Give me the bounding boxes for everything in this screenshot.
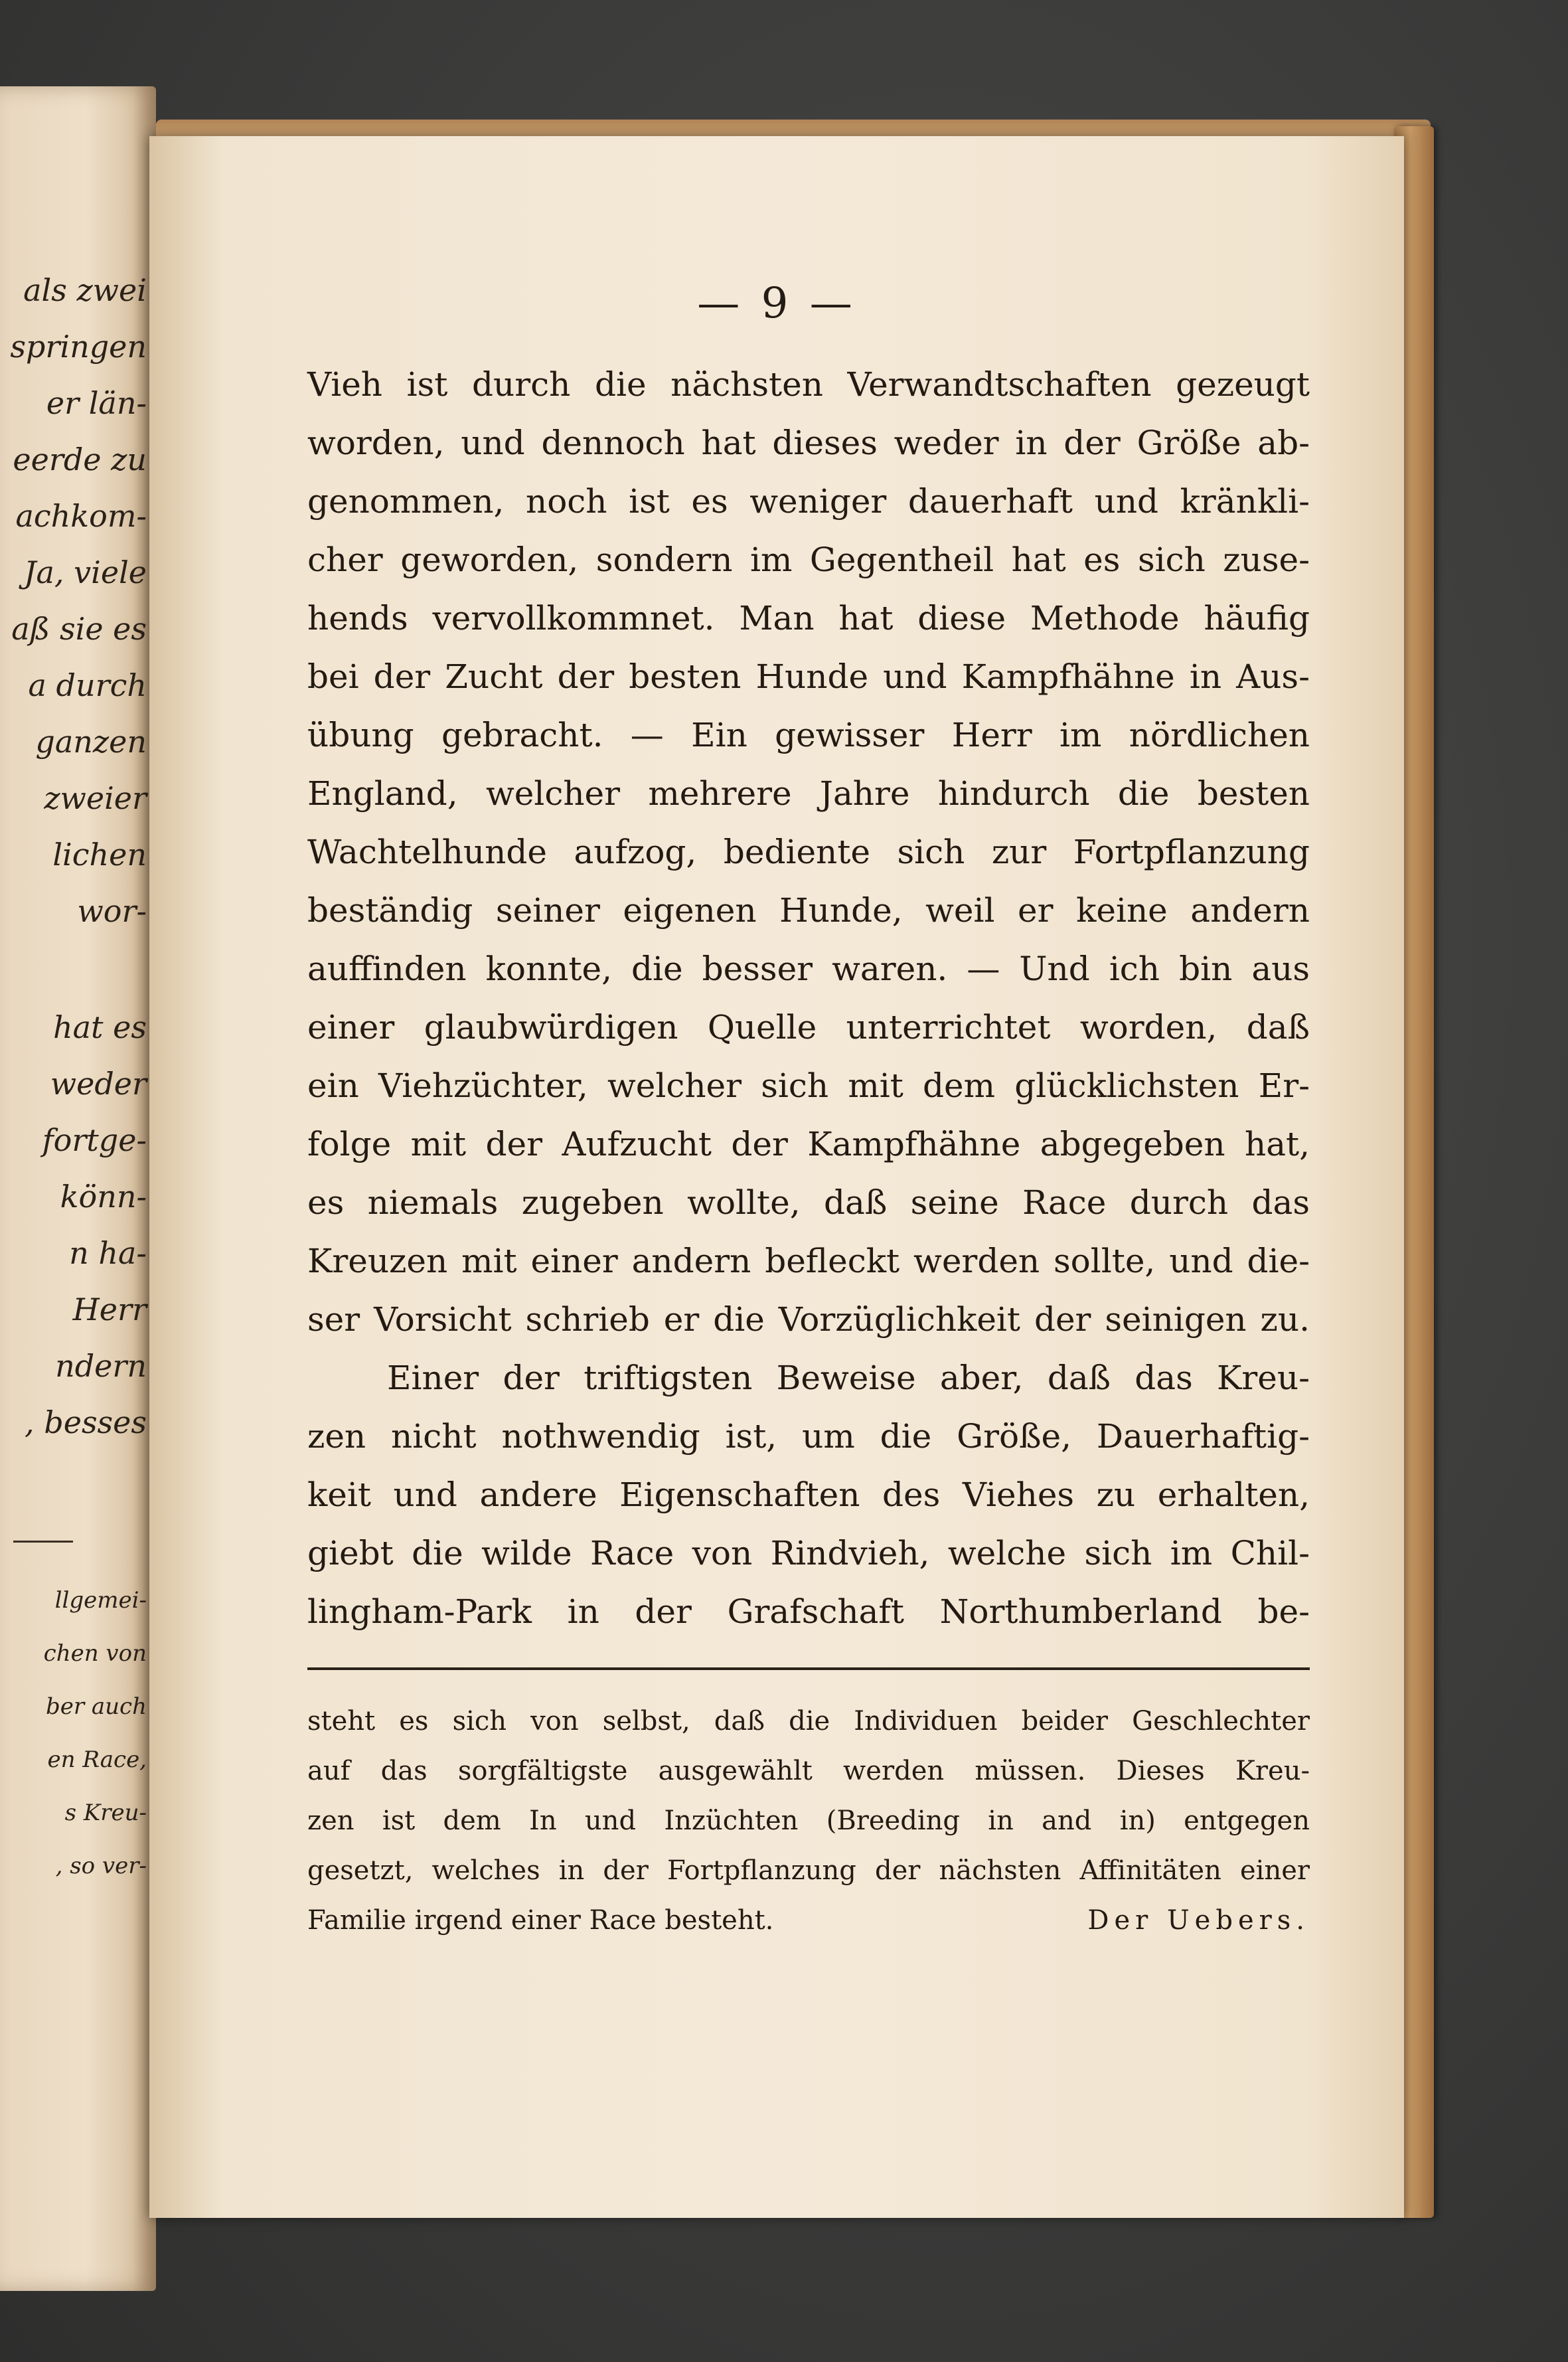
- left-page-line: könn-: [60, 1179, 147, 1215]
- text-line: England, welcher mehrere Jahre hindurch die besten: [307, 774, 1310, 813]
- left-page-line: n ha-: [69, 1235, 147, 1271]
- left-page-line: springen: [10, 329, 147, 365]
- left-page-line: a durch: [28, 667, 147, 703]
- left-page-line: Herr: [72, 1292, 147, 1327]
- text-line: zen nicht nothwendig ist, um die Größe, Dauerhaftig-: [307, 1417, 1310, 1456]
- left-page-line: hat es: [53, 1009, 147, 1045]
- text-line: es niemals zugeben wollte, daß seine Race durch das: [307, 1183, 1310, 1222]
- left-page-line: zweier: [44, 780, 147, 816]
- left-page-footnote-line: llgemei-: [54, 1587, 147, 1614]
- translator-signature: Der Uebers.: [1087, 1905, 1310, 1936]
- footnote-line: auf das sorgfältigste ausgewählt werden müssen. Dieses Kreu-: [307, 1756, 1310, 1786]
- left-page-line: wor-: [77, 893, 147, 929]
- left-page-line: aß sie es: [11, 611, 147, 647]
- left-page-line: er län-: [46, 385, 147, 421]
- left-page-footnote-line: ber auch: [45, 1693, 147, 1720]
- body-text: [307, 355, 1310, 1641]
- text-line: auffinden konnte, die besser waren. — Und ich bin aus: [307, 950, 1310, 988]
- left-page-footnote-line: chen von: [43, 1640, 147, 1667]
- text-line: Vieh ist durch die nächsten Verwandtschaften gezeugt: [307, 365, 1310, 404]
- left-page-line: ndern: [55, 1348, 147, 1384]
- left-facing-page: [0, 86, 156, 2291]
- footnote-last-line: [307, 1896, 1310, 1946]
- left-page-line: Ja, viele: [24, 554, 147, 590]
- left-page-footnote-line: s Kreu-: [64, 1800, 147, 1826]
- text-line: cher geworden, sondern im Gegentheil hat es sich zuse-: [307, 541, 1310, 579]
- text-line: giebt die wilde Race von Rindvieh, welche sich im Chil-: [307, 1534, 1310, 1572]
- footnote-line: steht es sich von selbst, daß die Individuen beider Geschlechter: [307, 1706, 1310, 1736]
- left-page-footnote-line: , so ver-: [55, 1853, 147, 1879]
- text-line: lingham-Park in der Grafschaft Northumberland be-: [307, 1592, 1310, 1631]
- left-page-line: ganzen: [35, 724, 147, 760]
- text-line: übung gebracht. — Ein gewisser Herr im nördlichen: [307, 716, 1310, 754]
- footnote-divider: [307, 1667, 1310, 1670]
- text-line: beständig seiner eigenen Hunde, weil er keine andern: [307, 891, 1310, 930]
- text-line: hends vervollkommnet. Man hat diese Methode häufig: [307, 599, 1310, 637]
- text-line: ein Viehzüchter, welcher sich mit dem glücklichsten Er-: [307, 1066, 1310, 1105]
- left-page-line: eerde zu: [13, 442, 147, 477]
- text-line: folge mit der Aufzucht der Kampfhähne abgegeben hat,: [307, 1125, 1310, 1163]
- text-line: einer glaubwürdigen Quelle unterrichtet worden, daß: [307, 1008, 1310, 1047]
- left-page-line: , besses: [25, 1404, 147, 1440]
- text-line: worden, und dennoch hat dieses weder in der Größe ab-: [307, 424, 1310, 462]
- left-page-line: weder: [50, 1066, 147, 1102]
- text-line: bei der Zucht der besten Hunde und Kampfhähne in Aus-: [307, 657, 1310, 696]
- text-line: keit und andere Eigenschaften des Viehes zu erhalten,: [307, 1476, 1310, 1514]
- text-line: Kreuzen mit einer andern befleckt werden sollte, und die-: [307, 1242, 1310, 1280]
- text-line: genommen, noch ist es weniger dauerhaft und kränkli-: [307, 482, 1310, 521]
- left-page-line: lichen: [52, 837, 147, 873]
- page-number: — 9 —: [697, 279, 856, 328]
- left-page-line: als zwei: [23, 272, 147, 308]
- main-page: [149, 136, 1404, 2218]
- text-line: Wachtelhunde aufzog, bediente sich zur Fortpflanzung: [307, 833, 1310, 871]
- footnote-line: zen ist dem In und Inzüchten (Breeding in and in) entgegen: [307, 1806, 1310, 1836]
- left-page-line: fortge-: [42, 1122, 147, 1158]
- left-page-footnote-divider: [13, 1541, 73, 1543]
- text-line: ser Vorsicht schrieb er die Vorzüglichkeit der seinigen zu.: [307, 1300, 1310, 1339]
- footnote: [307, 1697, 1310, 1946]
- footnote-line: gesetzt, welches in der Fortpflanzung der nächsten Affinitäten einer: [307, 1855, 1310, 1886]
- left-page-line: achkom-: [15, 498, 147, 534]
- footnote-text: Familie irgend einer Race besteht.: [307, 1905, 774, 1936]
- paragraph-first-line: Einer der triftigsten Beweise aber, daß das Kreu-: [387, 1359, 1310, 1397]
- left-page-footnote-line: en Race,: [47, 1746, 147, 1773]
